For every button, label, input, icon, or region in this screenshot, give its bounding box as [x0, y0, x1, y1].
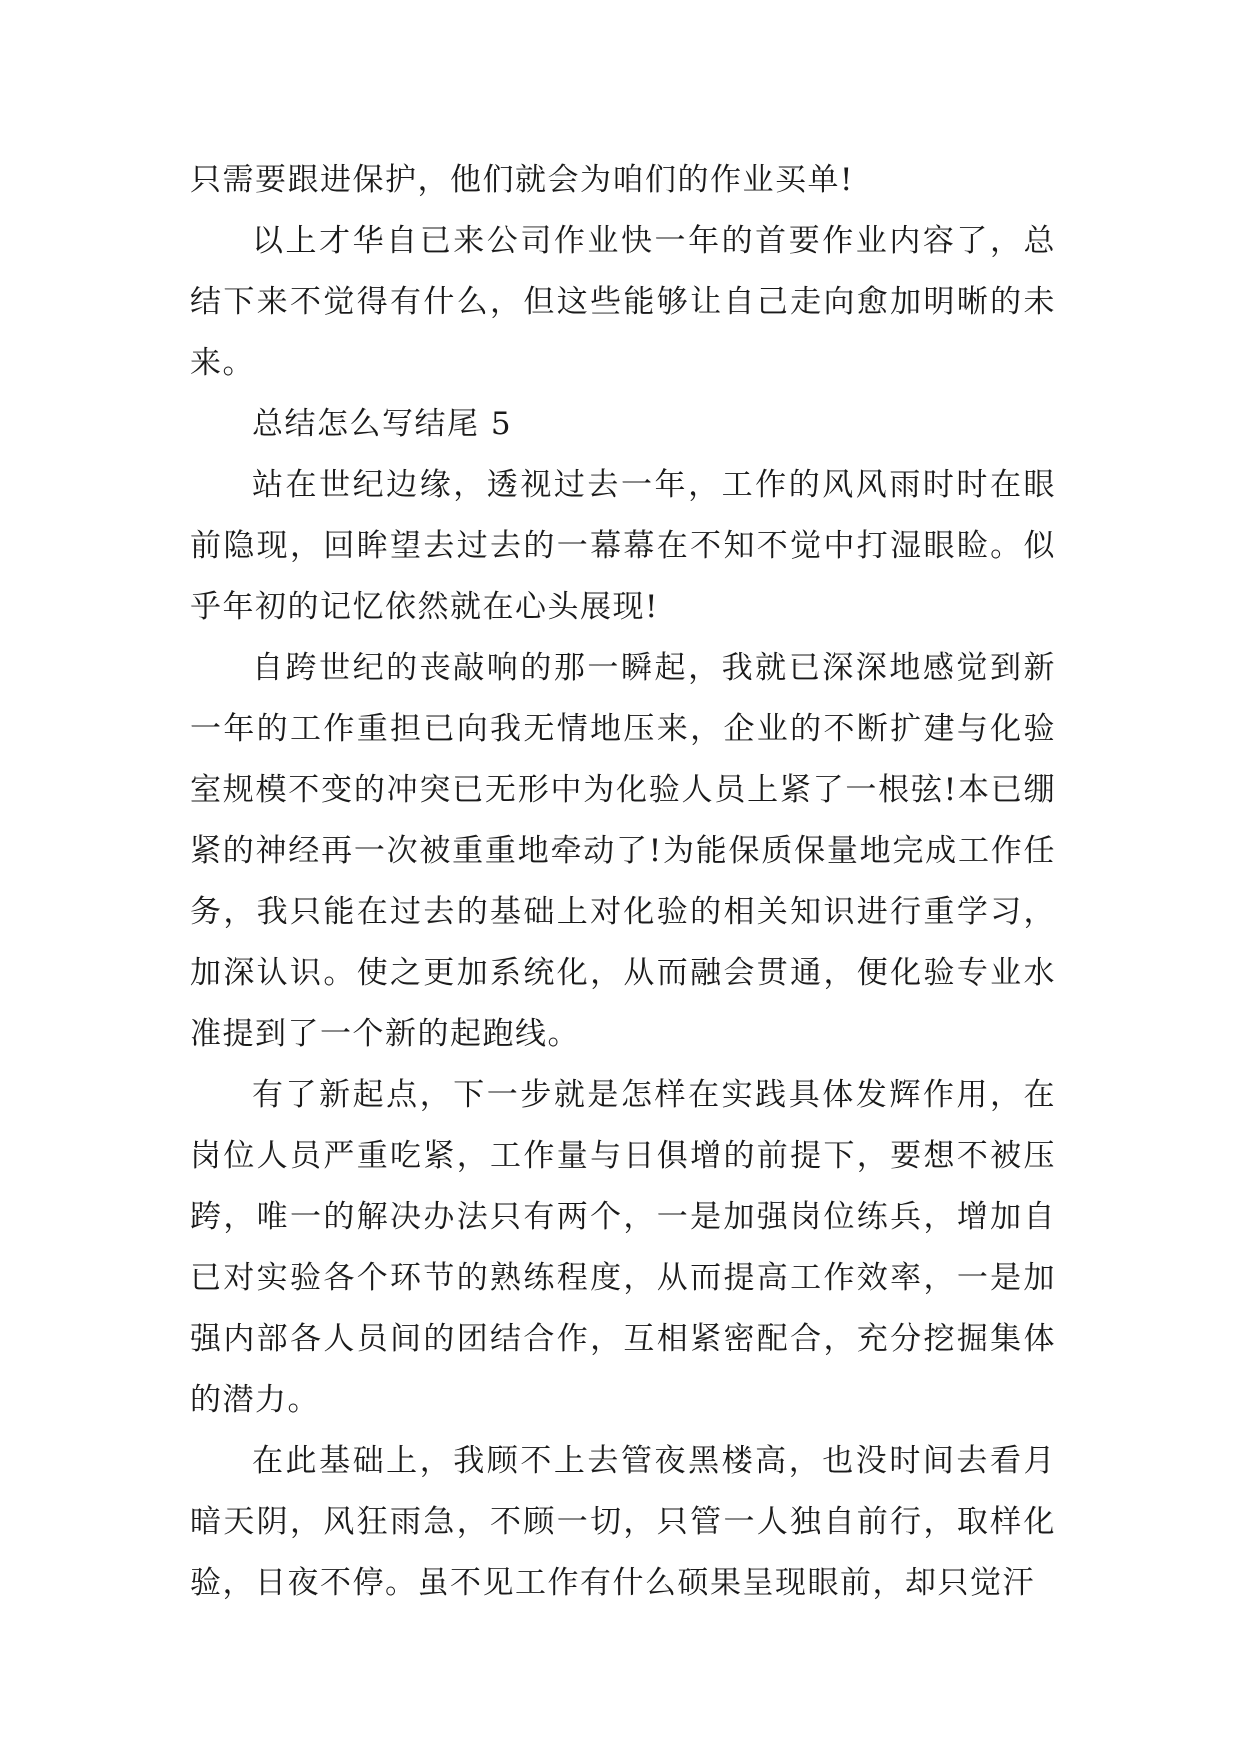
paragraph: 在此基础上，我顾不上去管夜黑楼高，也没时间去看月暗天阴，风狂雨急，不顾一切，只管一人独自前行，取样化验，日夜不停。虽不见工作有什么硕果呈现眼前，却只觉汗: [190, 1443, 1056, 1601]
document-body: [190, 150, 1056, 1614]
paragraph: 有了新起点，下一步就是怎样在实践具体发辉作用，在岗位人员严重吃紧，工作量与日俱增的前提下，要想不被压跨，唯一的解决办法只有两个，一是加强岗位练兵，增加自已对实验各个环节的熟练程度，从而提高工作效率，一是加强内部各人员间的团结合作，互相紧密配合，充分挖掘集体的潜力。: [190, 1077, 1056, 1418]
paragraph: 自跨世纪的丧敲响的那一瞬起，我就已深深地感觉到新一年的工作重担已向我无情地压来，企业的不断扩建与化验室规模不变的冲突已无形中为化验人员上紧了一根弦!本已绷紧的神经再一次被重重地牵动了!为能保质保量地完成工作任务，我只能在过去的基础上对化验的相关知识进行重学习，加深认识。使之更加系统化，从而融会贯通，便化验专业水准提到了一个新的起跑线。: [190, 650, 1056, 1052]
paragraph: 站在世纪边缘，透视过去一年，工作的风风雨时时在眼前隐现，回眸望去过去的一幕幕在不知不觉中打湿眼睑。似乎年初的记忆依然就在心头展现!: [190, 467, 1056, 625]
paragraph-continued: 只需要跟进保护，他们就会为咱们的作业买单!: [190, 162, 854, 198]
section-heading: 总结怎么写结尾 5: [252, 406, 513, 442]
paragraph: 以上才华自已来公司作业快一年的首要作业内容了，总结下来不觉得有什么，但这些能够让自己走向愈加明晰的未来。: [190, 223, 1056, 381]
